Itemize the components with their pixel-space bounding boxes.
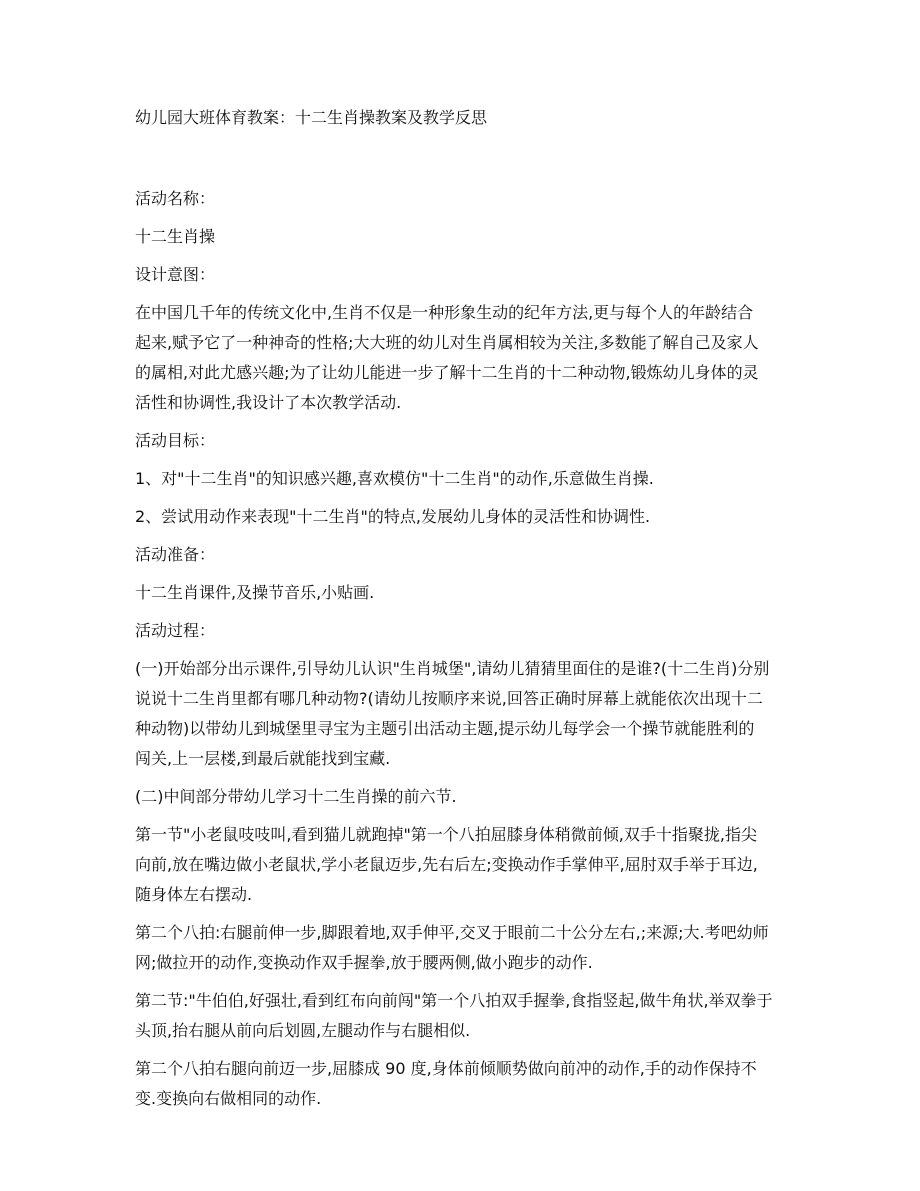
paragraph: [135, 540, 795, 570]
paragraph-line: 十二生肖操: [135, 227, 216, 246]
paragraph: [135, 986, 795, 1046]
paragraph-line: 变.变换向右做相同的动作.: [135, 1089, 322, 1108]
paragraph: [135, 260, 795, 290]
paragraph-list: [135, 184, 795, 1114]
paragraph: [135, 464, 795, 494]
paragraph-line: 活动目标：: [135, 431, 216, 450]
paragraph: [135, 298, 795, 418]
paragraph-line: (一)开始部分出示课件,引导幼儿认识"生肖城堡",请幼儿猜猜里面住的是谁?(十二生肖)分别: [135, 659, 770, 678]
paragraph-line: 头顶,抬右腿从前向后划圆,左腿动作与右腿相似.: [135, 1021, 471, 1040]
paragraph-line: 起来,赋予它了一种神奇的性格;大大班的幼儿对生肖属相较为关注,多数能了解自己及家人: [135, 333, 759, 352]
paragraph-line: 第二个八拍:右腿前伸一步,脚跟着地,双手伸平,交叉于眼前二十公分左右,;来源;大.考吧幼师: [135, 923, 769, 942]
paragraph-line: 活动名称：: [135, 189, 216, 208]
paragraph-line: 活动准备：: [135, 545, 216, 564]
paragraph: [135, 222, 795, 252]
paragraph-line: 向前,放在嘴边做小老鼠状,学小老鼠迈步,先右后左;变换动作手掌伸平,屈肘双手举于耳边,: [135, 855, 758, 874]
paragraph-line: 十二生肖课件,及操节音乐,小贴画.: [135, 583, 375, 602]
paragraph: [135, 1054, 795, 1114]
paragraph: [135, 782, 795, 812]
paragraph: [135, 918, 795, 978]
paragraph-line: 活性和协调性,我设计了本次教学活动.: [135, 393, 402, 412]
paragraph-line: 闯关,上一层楼,到最后就能找到宝藏.: [135, 749, 391, 768]
paragraph-line: 的属相,对此尤感兴趣;为了让幼儿能进一步了解十二生肖的十二种动物,锻炼幼儿身体的灵: [135, 363, 759, 382]
paragraph-line: 在中国几千年的传统文化中,生肖不仅是一种形象生动的纪年方法,更与每个人的年龄结合: [135, 303, 754, 322]
paragraph-line: 随身体左右摆动.: [135, 885, 253, 904]
paragraph-line: 2、尝试用动作来表现"十二生肖"的特点,发展幼儿身体的灵活性和协调性.: [135, 507, 651, 526]
paragraph-line: 种动物)以带幼儿到城堡里寻宝为主题引出活动主题,提示幼儿每学会一个操节就能胜利的: [135, 719, 755, 738]
paragraph: [135, 426, 795, 456]
paragraph-line: 第二个八拍右腿向前迈一步,屈膝成 90 度,身体前倾顺势做向前冲的动作,手的动作保持不: [135, 1059, 757, 1078]
paragraph: [135, 184, 795, 214]
paragraph: [135, 616, 795, 646]
paragraph: [135, 820, 795, 910]
paragraph: [135, 654, 795, 774]
paragraph-line: 1、对"十二生肖"的知识感兴趣,喜欢模仿"十二生肖"的动作,乐意做生肖操.: [135, 469, 654, 488]
paragraph: [135, 578, 795, 608]
paragraph-line: 说说十二生肖里都有哪几种动物?(请幼儿按顺序来说,回答正确时屏幕上就能依次出现十二: [135, 689, 763, 708]
paragraph-line: 活动过程：: [135, 621, 216, 640]
paragraph: [135, 502, 795, 532]
paragraph-line: 设计意图：: [135, 265, 216, 284]
paragraph-line: (二)中间部分带幼儿学习十二生肖操的前六节.: [135, 787, 457, 806]
document-body: [135, 106, 795, 1122]
document-title: 幼儿园大班体育教案：十二生肖操教案及教学反思: [135, 108, 488, 127]
paragraph-line: 第一节"小老鼠吱吱叫,看到猫儿就跑掉"第一个八拍屈膝身体稍微前倾,双手十指聚拢,指尖: [135, 825, 757, 844]
paragraph-line: 网;做拉开的动作,变换动作双手握拳,放于腰两侧,做小跑步的动作.: [135, 953, 593, 972]
paragraph-line: 第二节:"牛伯伯,好强壮,看到红布向前闯"第一个八拍双手握拳,食指竖起,做牛角状,举双拳于: [135, 991, 773, 1010]
